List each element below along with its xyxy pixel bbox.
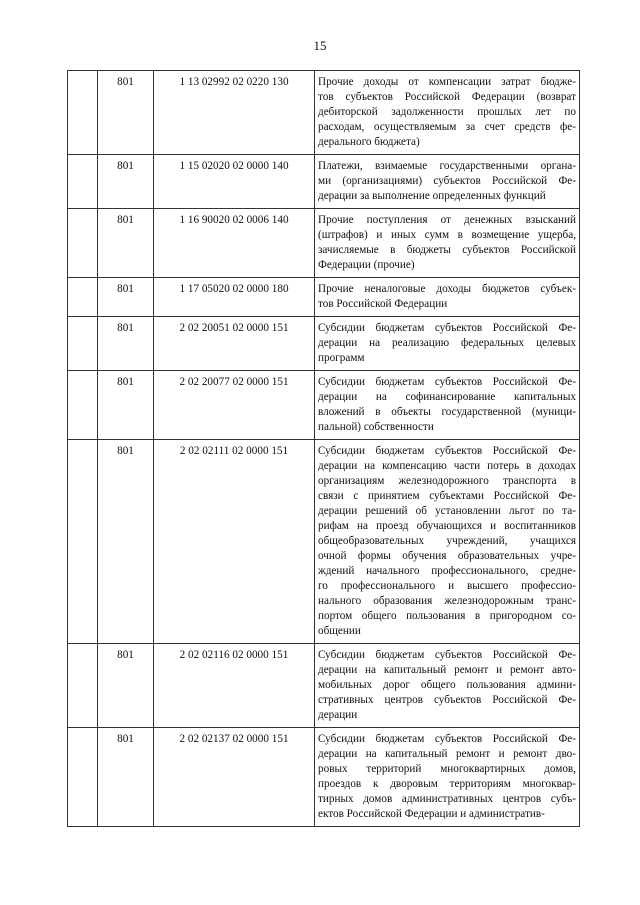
revenue-code-cell: 2 02 02137 02 0000 151 xyxy=(154,728,315,827)
revenue-description-cell xyxy=(315,728,580,827)
description-line: дерации на софинансирование капитальных xyxy=(318,391,576,403)
description-line: ждений начального профессионального, средне- xyxy=(318,565,576,577)
empty-cell xyxy=(68,371,98,440)
description-line: проездов к дворовым территориям многоквар- xyxy=(318,778,576,790)
table-row xyxy=(68,317,580,371)
empty-cell xyxy=(68,71,98,155)
description-line: рифам на проезд обучающихся и воспитанников xyxy=(318,520,576,532)
description-line: (штрафов) и иных сумм в возмещение ущерба, xyxy=(318,229,576,241)
description-line: общении xyxy=(318,625,361,637)
administrator-code-cell: 801 xyxy=(98,209,154,278)
revenue-description-cell xyxy=(315,317,580,371)
revenue-code-cell: 2 02 02111 02 0000 151 xyxy=(154,440,315,644)
description-line: очной формы обучения образовательных учре- xyxy=(318,550,576,562)
table-row xyxy=(68,728,580,827)
revenue-code-cell: 1 17 05020 02 0000 180 xyxy=(154,278,315,317)
description-line: тов Российской Федерации xyxy=(318,298,448,310)
description-line: Платежи, взимаемые государственными органа- xyxy=(318,160,576,172)
revenue-description-cell xyxy=(315,71,580,155)
description-line: дебиторской задолженности прошлых лет по xyxy=(318,106,576,118)
revenue-description-cell xyxy=(315,278,580,317)
table-row xyxy=(68,644,580,728)
description-line: Субсидии бюджетам субъектов Российской Фе- xyxy=(318,376,576,388)
empty-cell xyxy=(68,317,98,371)
description-line: Субсидии бюджетам субъектов Российской Фе- xyxy=(318,649,576,661)
description-line: Прочие доходы от компенсации затрат бюдже- xyxy=(318,76,576,88)
revenue-code-cell: 2 02 02116 02 0000 151 xyxy=(154,644,315,728)
budget-classification-table xyxy=(67,70,580,827)
revenue-description-cell xyxy=(315,440,580,644)
revenue-code-cell: 2 02 20077 02 0000 151 xyxy=(154,371,315,440)
description-line: ектов Российской Федерации и административ- xyxy=(318,808,545,820)
description-line: вложений в объекты государственной (муници- xyxy=(318,406,576,418)
revenue-code-cell: 1 13 02992 02 0220 130 xyxy=(154,71,315,155)
table-row xyxy=(68,440,580,644)
description-line: зачисляемые в бюджеты субъектов Российской xyxy=(318,244,576,256)
revenue-code-cell: 2 02 20051 02 0000 151 xyxy=(154,317,315,371)
description-line: ми (организациями) субъектов Российской Фе- xyxy=(318,175,576,187)
description-line: дерации xyxy=(318,709,358,721)
description-line: дерации на реализацию федеральных целевых xyxy=(318,337,576,349)
revenue-description-cell xyxy=(315,155,580,209)
revenue-description-cell xyxy=(315,209,580,278)
description-line: программ xyxy=(318,352,365,364)
description-line: ровых территорий многоквартирных домов, xyxy=(318,763,576,775)
administrator-code-cell: 801 xyxy=(98,155,154,209)
page-number: 15 xyxy=(313,38,327,53)
description-line: портом общего пользования в пригородном со- xyxy=(318,610,576,622)
description-line: стративных центров субъектов Российской Фе- xyxy=(318,694,576,706)
administrator-code-cell: 801 xyxy=(98,371,154,440)
empty-cell xyxy=(68,440,98,644)
empty-cell xyxy=(68,278,98,317)
administrator-code-cell: 801 xyxy=(98,317,154,371)
description-line: дерации решений об установлении льгот по та- xyxy=(318,505,576,517)
description-line: общеобразовательных учреждений, учащихся xyxy=(318,535,576,547)
description-line: тов субъектов Российской Федерации (возврат xyxy=(318,91,576,103)
description-line: Прочие неналоговые доходы бюджетов субъек- xyxy=(318,283,576,295)
table-row xyxy=(68,209,580,278)
description-line: мобильных дорог общего пользования админи- xyxy=(318,679,576,691)
description-line: расходам, осуществляемым за счет средств фе- xyxy=(318,121,576,133)
description-line: тирных домов административных центров субъ- xyxy=(318,793,576,805)
revenue-description-cell xyxy=(315,644,580,728)
description-line: Прочие поступления от денежных взысканий xyxy=(318,214,576,226)
empty-cell xyxy=(68,644,98,728)
description-line: дерации на компенсацию части потерь в доходах xyxy=(318,460,576,472)
table-row xyxy=(68,278,580,317)
description-line: го профессионального и высшего профессио- xyxy=(318,580,576,592)
revenue-code-cell: 1 16 90020 02 0006 140 xyxy=(154,209,315,278)
description-line: Субсидии бюджетам субъектов Российской Фе- xyxy=(318,322,576,334)
table-body xyxy=(68,71,580,827)
description-line: дерального бюджета) xyxy=(318,136,420,148)
administrator-code-cell: 801 xyxy=(98,278,154,317)
administrator-code-cell: 801 xyxy=(98,440,154,644)
description-line: Федерации (прочие) xyxy=(318,259,415,271)
administrator-code-cell: 801 xyxy=(98,71,154,155)
table-row xyxy=(68,71,580,155)
revenue-code-cell: 1 15 02020 02 0000 140 xyxy=(154,155,315,209)
table-row xyxy=(68,371,580,440)
revenue-description-cell xyxy=(315,371,580,440)
description-line: связи с принятием субъектами Российской Фе- xyxy=(318,490,576,502)
description-line: нального образования железнодорожным транс- xyxy=(318,595,576,607)
empty-cell xyxy=(68,155,98,209)
description-line: дерации на капитальный ремонт и ремонт авто- xyxy=(318,664,576,676)
description-line: пальной) собственности xyxy=(318,421,434,433)
description-line: Субсидии бюджетам субъектов Российской Фе- xyxy=(318,733,576,745)
administrator-code-cell: 801 xyxy=(98,644,154,728)
empty-cell xyxy=(68,728,98,827)
empty-cell xyxy=(68,209,98,278)
table-row xyxy=(68,155,580,209)
description-line: дерации за выполнение определенных функций xyxy=(318,190,546,202)
description-line: дерации на капитальный ремонт и ремонт дво- xyxy=(318,748,576,760)
administrator-code-cell: 801 xyxy=(98,728,154,827)
description-line: Субсидии бюджетам субъектов Российской Фе- xyxy=(318,445,576,457)
description-line: организациям железнодорожного транспорта в xyxy=(318,475,576,487)
